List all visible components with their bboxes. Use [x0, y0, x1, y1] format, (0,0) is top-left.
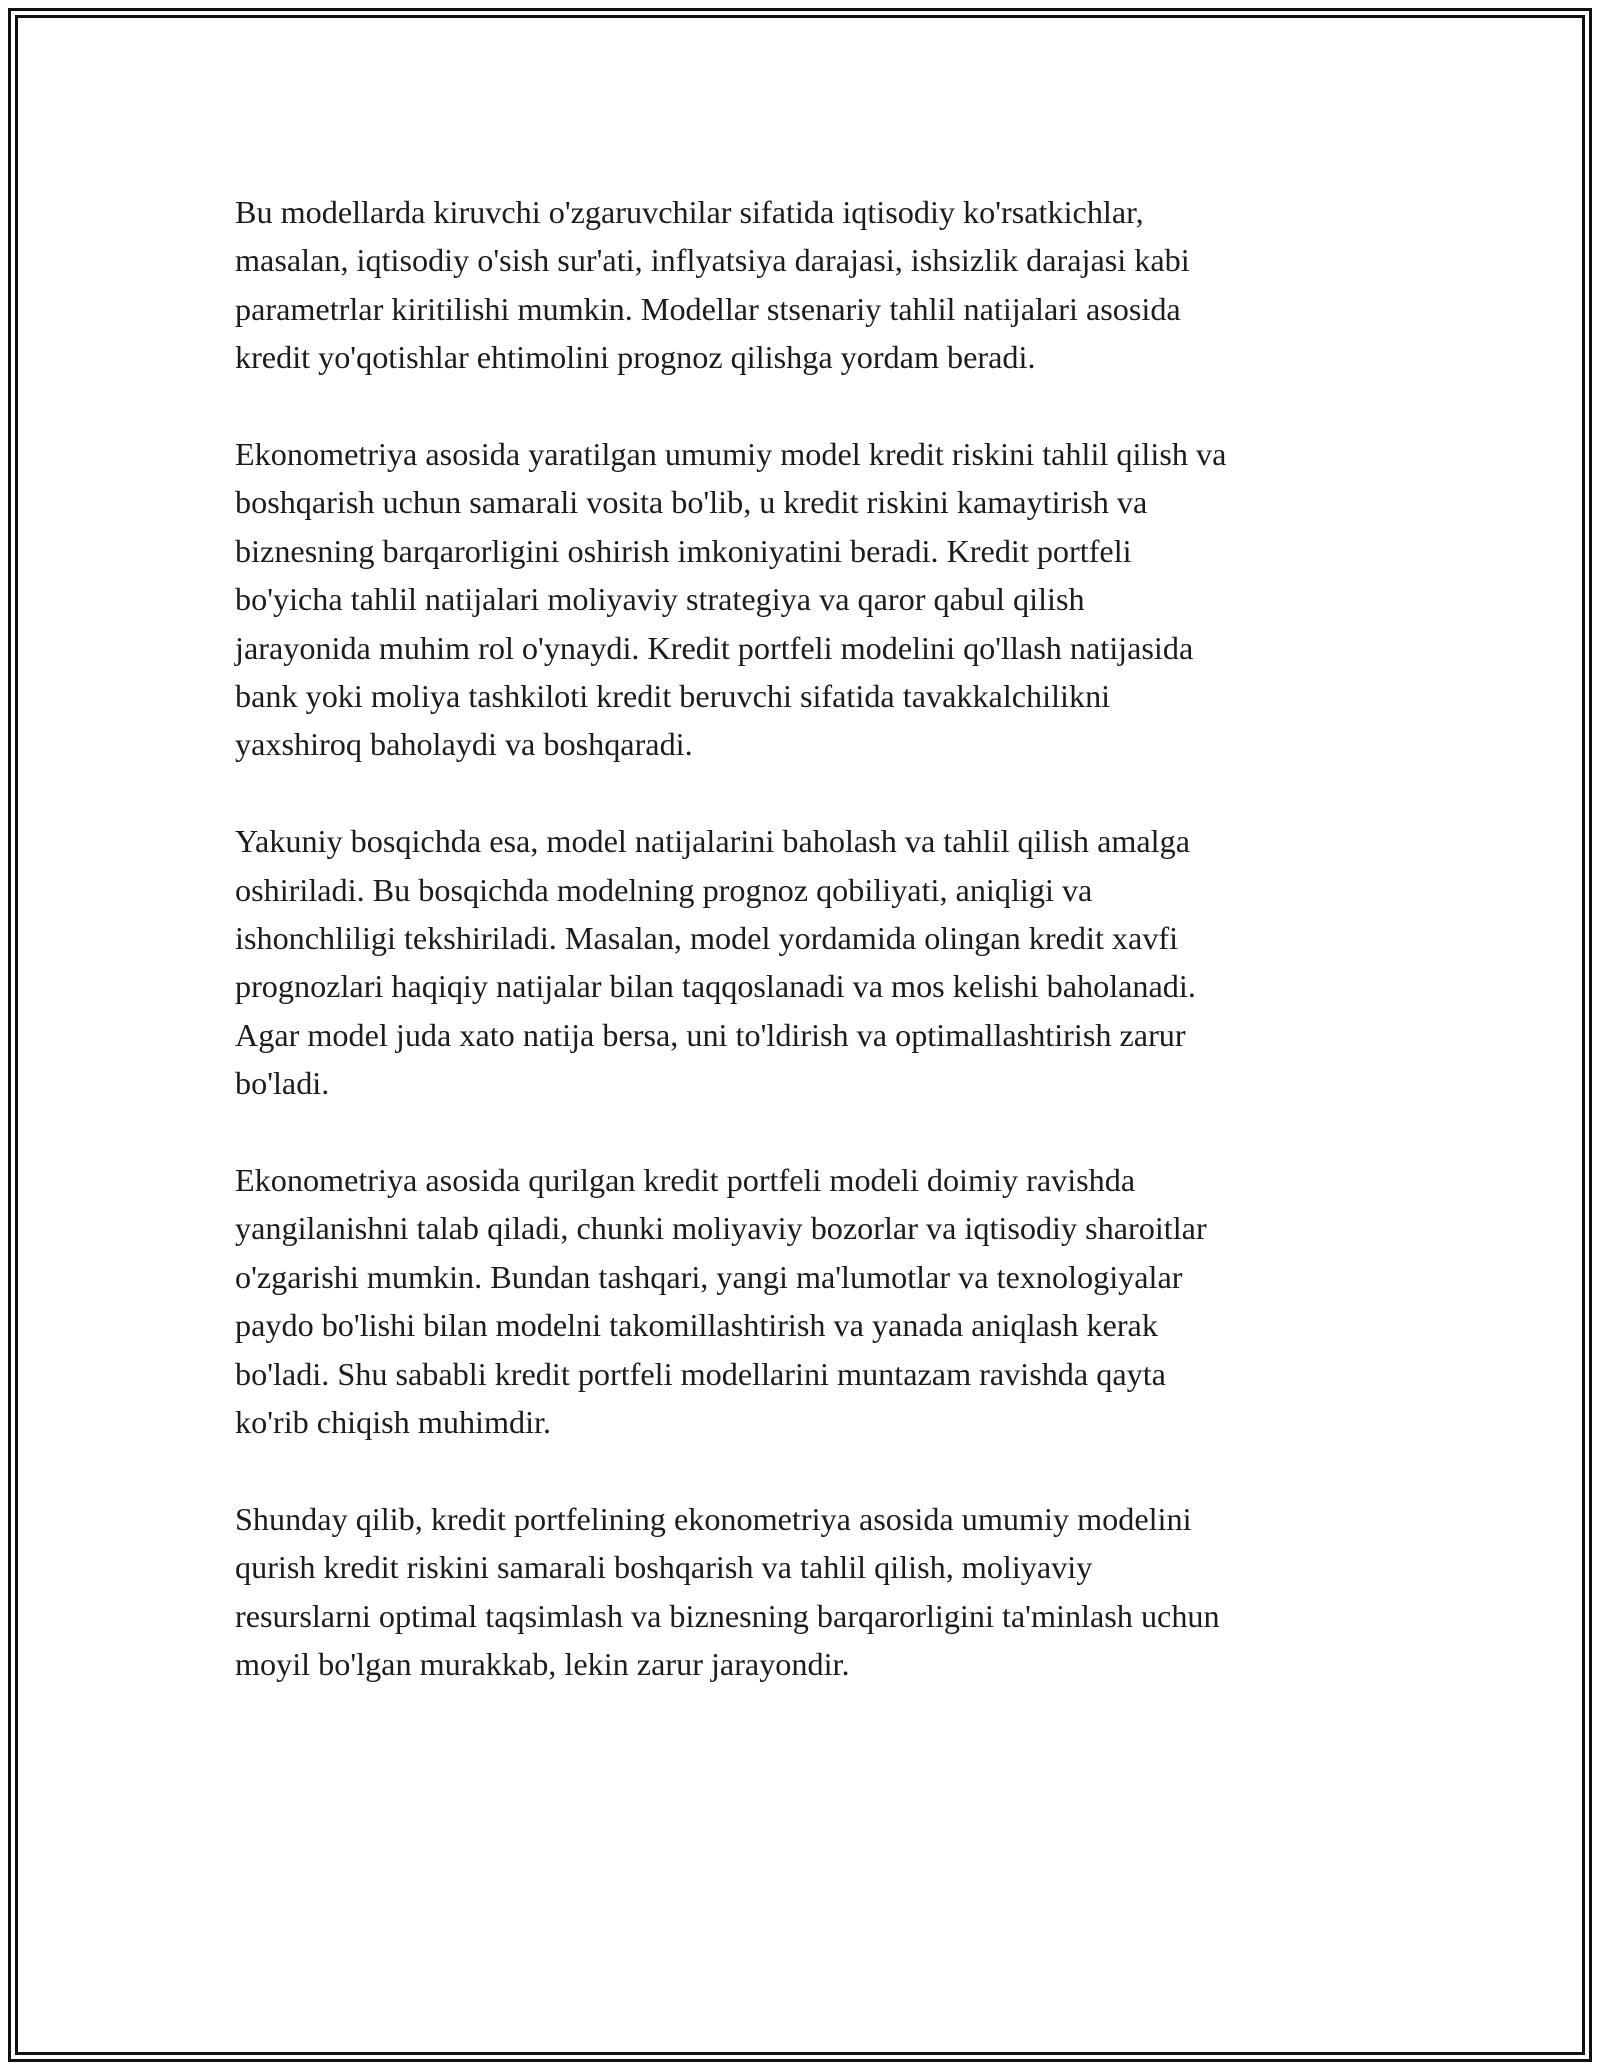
paragraph-conclusion: Shunday qilib, kredit portfelining ekonometriya asosida umumiy modelini qurish kredit riskini samarali boshqarish va tahlil qilish, moliyaviy resurslarni optimal taqsimlash va biznesning barqarorligini ta'minlash uchun moyil bo'lgan murakkab, lekin zarur jarayondir.: [235, 1500, 1220, 1683]
paragraph-scenario-inputs: Bu modellarda kiruvchi o'zgaruvchilar sifatida iqtisodiy ko'rsatkichlar, masalan, iqtisodiy o'sish sur'ati, inflyatsiya darajasi, ishsizlik darajasi kabi parametrlar kiritilishi mumkin. Modellar stsenariy tahlil natijalari asosida kredit yo'qotishlar ehtimolini prognoz qilishga yordam beradi.: [235, 194, 1190, 376]
document-body: [235, 188, 1385, 1737]
paragraph-model-updating: Ekonometriya asosida qurilgan kredit portfeli modeli doimiy ravishda yangilanishni talab qiladi, chunki moliyaviy bozorlar va iqtisodiy sharoitlar o'zgarishi mumkin. Bundan tashqari, yangi ma'lumotlar va texnologiyalar paydo bo'lishi bilan modelni takomillashtirish va yanada aniqlash kerak bo'ladi. Shu sababli kredit portfeli modellarini muntazam ravishda qayta ko'rib chiqish muhimdir.: [235, 1162, 1207, 1441]
paragraph-general-model: Ekonometriya asosida yaratilgan umumiy model kredit riskini tahlil qilish va boshqarish uchun samarali vosita bo'lib, u kredit riskini kamaytirish va biznesning barqarorligini oshirish imkoniyatini beradi. Kredit portfeli bo'yicha tahlil natijalari moliyaviy strategiya va qaror qabul qilish jarayonida muhim rol o'ynaydi. Kredit portfeli modelini qo'llash natijasida bank yoki moliya tashkiloti kredit beruvchi sifatida tavakkalchilikni yaxshiroq baholaydi va boshqaradi.: [235, 436, 1227, 763]
paragraph-final-stage: Yakuniy bosqichda esa, model natijalarini baholash va tahlil qilish amalga oshiriladi. Bu bosqichda modelning prognoz qobiliyati, aniqligi va ishonchliligi tekshiriladi. Masalan, model yordamida olingan kredit xavfi prognozlari haqiqiy natijalar bilan taqqoslanadi va mos kelishi baholanadi. Agar model juda xato natija bersa, uni to'ldirish va optimallashtirish zarur bo'ladi.: [235, 823, 1196, 1102]
